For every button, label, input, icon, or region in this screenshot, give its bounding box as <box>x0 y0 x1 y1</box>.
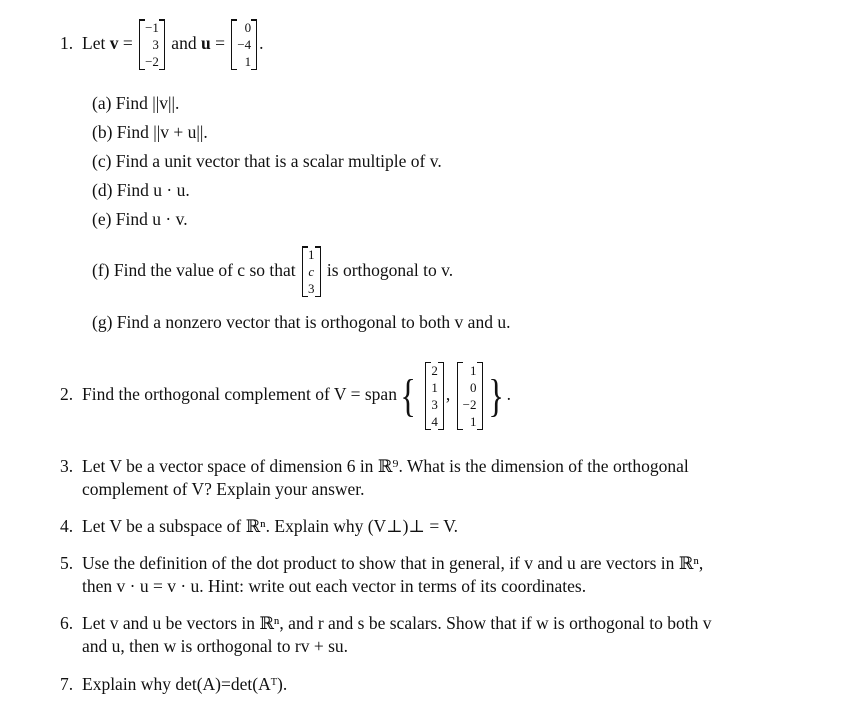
span-vector-1 <box>425 362 444 430</box>
problem-3-line-2: complement of V? Explain your answer. <box>82 479 365 499</box>
problem-7-number: 7. <box>60 674 74 694</box>
p1-eq: = <box>118 33 138 53</box>
u-entry-1: 0 <box>244 20 252 36</box>
vec2-entry-1: 1 <box>470 362 477 378</box>
vec1-entry-3: 3 <box>431 396 438 412</box>
problem-5-line-1: Use the definition of the dot product to show that in general, if v and u are vectors in ℝⁿ, <box>82 553 704 573</box>
vector-f <box>302 246 321 297</box>
v-entry-2: 3 <box>152 37 159 53</box>
p1f-pre: (f) Find the value of c so that <box>92 260 301 280</box>
span-vector-2 <box>457 362 483 430</box>
problem-5-number: 5. <box>60 553 74 573</box>
problem-5-line-2: then v · u = v · u. Hint: write out each vector in terms of its coordinates. <box>82 576 587 596</box>
problem-2-number: 2. <box>60 384 74 404</box>
problem-3-number: 3. <box>60 456 74 476</box>
p2-text: Find the orthogonal complement of V = span <box>82 384 397 404</box>
problem-7-line-1: Explain why det(A)=det(Aᵀ). <box>82 674 288 694</box>
u-symbol: u <box>200 33 211 53</box>
problem-1b: (b) Find ||v + u||. <box>92 122 208 142</box>
p1f-post: is orthogonal to v. <box>326 260 454 280</box>
vec1-entry-1: 2 <box>431 362 438 378</box>
v-entry-3: −2 <box>145 54 159 70</box>
u-entry-2: −4 <box>237 37 252 53</box>
problem-1-statement <box>82 16 264 71</box>
problem-1c: (c) Find a unit vector that is a scalar multiple of v. <box>92 151 442 171</box>
problem-1g: (g) Find a nonzero vector that is orthogonal to both v and u. <box>92 312 511 332</box>
problem-1d: (d) Find u · u. <box>92 180 190 200</box>
problem-3-line-1: Let V be a vector space of dimension 6 in ℝ⁹. What is the dimension of the orthogonal <box>82 456 689 476</box>
vector-v <box>139 19 165 70</box>
problem-1e: (e) Find u · v. <box>92 209 188 229</box>
p1-and: and <box>171 33 201 53</box>
v-entry-1: −1 <box>145 20 159 36</box>
right-brace-icon: } <box>487 369 504 421</box>
u-entry-3: 1 <box>244 54 252 70</box>
f-entry-1: 1 <box>308 247 315 263</box>
f-entry-2: c <box>308 264 315 280</box>
problem-4-number: 4. <box>60 516 74 536</box>
problem-6-number: 6. <box>60 613 74 633</box>
f-entry-3: 3 <box>308 281 315 297</box>
problem-1a: (a) Find ||v||. <box>92 93 180 113</box>
vec2-entry-4: 1 <box>470 413 477 429</box>
p1-eq2: = <box>210 33 230 53</box>
left-brace-icon: { <box>400 369 416 421</box>
v-symbol: v <box>109 33 119 53</box>
problem-6-line-2: and u, then w is orthogonal to rv + su. <box>82 636 349 656</box>
p1-let: Let <box>82 33 110 53</box>
problem-1-number: 1. <box>60 33 74 53</box>
problem-4-line-1: Let V be a subspace of ℝⁿ. Explain why (V⊥)⊥ = V. <box>82 516 459 536</box>
vec2-entry-2: 0 <box>470 379 477 395</box>
p1-period: . <box>259 33 264 53</box>
vec2-entry-3: −2 <box>462 396 477 412</box>
p2-end: . <box>506 384 511 404</box>
vector-u <box>231 19 257 70</box>
vec1-entry-2: 1 <box>431 379 438 395</box>
problem-2-statement: Find the orthogonal complement of V = span{ 2 1 3 4 , 1 0 −2 1 } . <box>82 362 511 429</box>
problem-6-line-1: Let v and u be vectors in ℝⁿ, and r and s be scalars. Show that if w is orthogonal to both v <box>82 613 712 633</box>
vec1-entry-4: 4 <box>431 413 438 429</box>
problem-1f <box>92 240 453 300</box>
